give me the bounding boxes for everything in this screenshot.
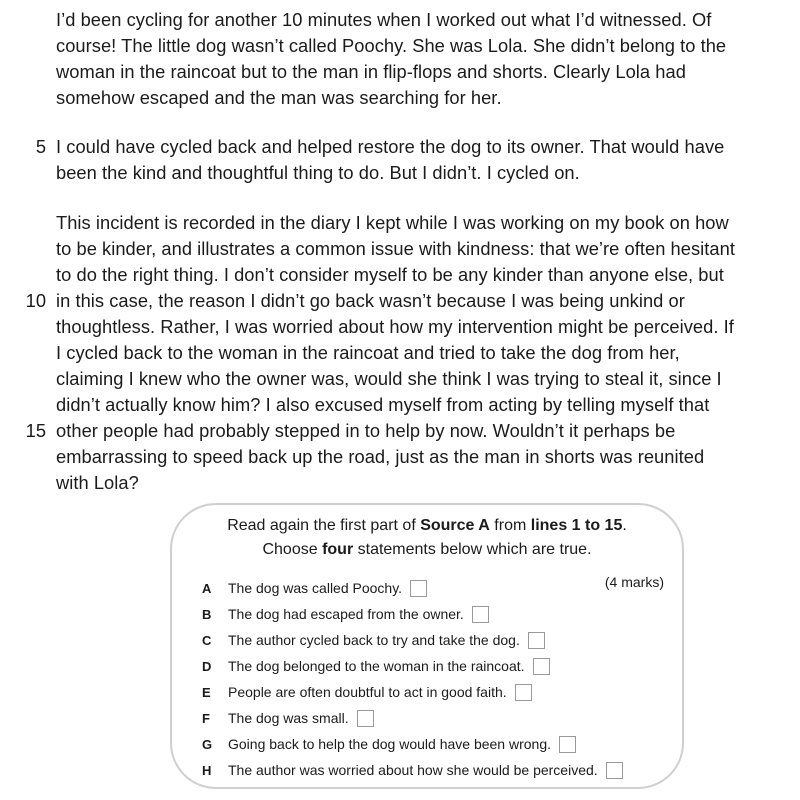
statement-letter: H [202,762,212,778]
statement-e-checkbox[interactable] [515,684,532,701]
line-number-15: 15 [25,420,46,441]
passage-line-6: been the kind and thoughtful thing to do. But I didn’t. I cycled on. [56,162,580,183]
statement-text: People are often doubtful to act in good faith. [228,684,507,700]
statement-d-checkbox[interactable] [533,658,550,675]
statement-letter: F [202,710,210,726]
instruction-text: . [622,517,627,534]
statement-g-checkbox[interactable] [559,736,576,753]
statement-text: The dog had escaped from the owner. [228,606,464,622]
passage-line-12: I cycled back to the woman in the raincoat and tried to take the dog from her, [56,342,680,363]
source-name: Source A [420,517,490,534]
statement-text: The author cycled back to try and take the dog. [228,632,520,648]
statement-letter: E [202,684,211,700]
passage-line-11: thoughtless. Rather, I was worried about how my intervention might be perceived. If [56,316,734,337]
statement-f [202,707,374,729]
instruction-text: from [489,517,531,534]
statement-h [202,759,623,781]
statement-text: The author was worried about how she would be perceived. [228,762,598,778]
instruction-line-1 [172,514,682,538]
marks-label: (4 marks) [604,574,664,590]
line-number-10: 10 [25,290,46,311]
statement-b-checkbox[interactable] [472,606,489,623]
passage-line-9: to do the right thing. I don’t consider myself to be any kinder than anyone else, but [56,264,724,285]
statement-a-checkbox[interactable] [410,580,427,597]
statement-g [202,733,576,755]
statement-a [202,577,427,599]
instruction-line-2 [172,538,682,562]
statement-letter: C [202,632,212,648]
statement-h-checkbox[interactable] [606,762,623,779]
statement-text: The dog belonged to the woman in the raincoat. [228,658,525,674]
statement-text: The dog was small. [228,710,349,726]
line-range: lines 1 to 15 [530,517,623,534]
instruction-text: statements below which are true. [353,541,592,558]
instruction-text: Choose [262,541,323,558]
statement-e [202,681,532,703]
statement-letter: A [202,580,212,596]
passage-line-16: embarrassing to speed back up the road, just as the man in shorts was reunited [56,446,705,467]
passage-line-13: claiming I knew who the owner was, would she think I was trying to steal it, since I [56,368,722,389]
passage-line-8: to be kinder, and illustrates a common issue with kindness: that we’re often hesitant [56,238,735,259]
statement-b [202,603,489,625]
question-box [170,503,684,789]
statement-letter: B [202,606,212,622]
statement-c [202,629,545,651]
statement-c-checkbox[interactable] [528,632,545,649]
instruction-text: Read again the first part of [227,517,421,534]
passage-line-15: other people had probably stepped in to help by now. Wouldn’t it perhaps be [56,420,676,441]
passage-line-14: didn’t actually know him? I also excused myself from acting by telling myself that [56,394,710,415]
statement-text: The dog was called Poochy. [228,580,403,596]
line-number-5: 5 [35,136,46,157]
statement-text: Going back to help the dog would have been wrong. [228,736,552,752]
passage-line-10: in this case, the reason I didn’t go back wasn’t because I was being unkind or [56,290,685,311]
passage-line-2: course! The little dog wasn’t called Poochy. She was Lola. She didn’t belong to the [56,35,727,56]
statement-d [202,655,550,677]
passage-line-4: somehow escaped and the man was searching for her. [56,87,502,108]
statement-count: four [322,541,354,558]
statement-f-checkbox[interactable] [357,710,374,727]
passage-line-5: I could have cycled back and helped restore the dog to its owner. That would have [56,136,725,157]
passage-line-3: woman in the raincoat but to the man in flip-flops and shorts. Clearly Lola had [56,61,686,82]
passage-line-1: I’d been cycling for another 10 minutes when I worked out what I’d witnessed. Of [56,9,712,30]
passage-line-17: with Lola? [56,472,139,493]
passage-line-7: This incident is recorded in the diary I kept while I was working on my book on how [56,212,729,233]
statement-letter: G [202,736,213,752]
statement-letter: D [202,658,212,674]
